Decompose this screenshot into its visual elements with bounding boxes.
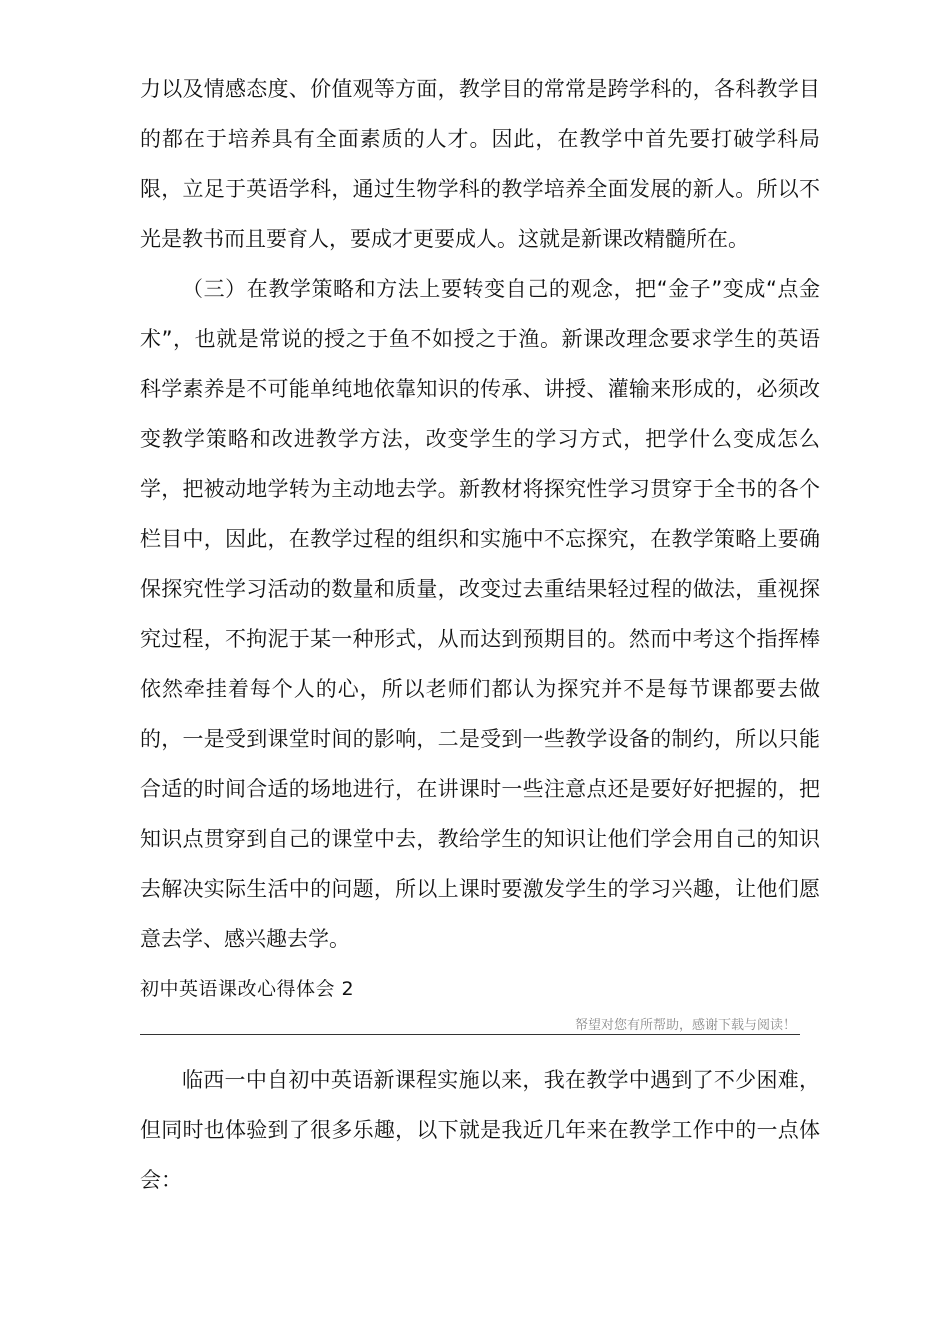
paragraph-intro: 临西一中自初中英语新课程实施以来，我在教学中遇到了不少困难，但同时也体验到了很多乐趣，以下就是我近几年来在教学工作中的一点体会：	[140, 1068, 820, 1192]
footer-note: 帑望对您有所帮助，感谢下载与阅读！	[574, 1018, 796, 1033]
paragraph-section-three: （三）在教学策略和方法上要转变自己的观念，把“金子”变成“点金术”，也就是常说的授之于鱼不如授之于渔。新课改理念要求学生的英语科学素养是不可能单纯地依靠知识的传承、讲授、灌输来形成的，必须改变教学策略和改进教学方法，改变学生的学习方式，把学什么变成怎么学，把被动地学转为主动地去学。新教材将探究性学习贯穿于全书的各个栏目中，因此，在教学过程的组织和实施中不忘探究，在教学策略上要确保探究性学习活动的数量和质量，改变过去重结果轻过程的做法，重视探究过程，不拘泥于某一种形式，从而达到预期目的。然而中考这个指挥棒依然牵挂着每个人的心，所以老师们都认为探究并不是每节课都要去做的，一是受到课堂时间的影响，二是受到一些教学设备的制约，所以只能合适的时间合适的场地进行，在讲课时一些注意点还是要好好把握的，把知识点贯穿到自己的课堂中去，教给学生的知识让他们学会用自己的知识去解决实际生活中的问题，所以上课时要激发学生的学习兴趣，让他们愿意去学、感兴趣去学。	[140, 277, 820, 951]
document-page	[140, 64, 820, 1205]
paragraph-continued: 力以及情感态度、价值观等方面，教学目的常常是跨学科的，各科教学目的都在于培养具有全面素质的人才。因此，在教学中首先要打破学科局限，立足于英语学科，通过生物学科的教学培养全面发展的新人。所以不光是教书而且要育人，要成才更要成人。这就是新课改精髓所在。	[140, 77, 820, 251]
section-title: 初中英语课改心得体会 2	[140, 978, 355, 1000]
footer-divider	[140, 1010, 800, 1035]
